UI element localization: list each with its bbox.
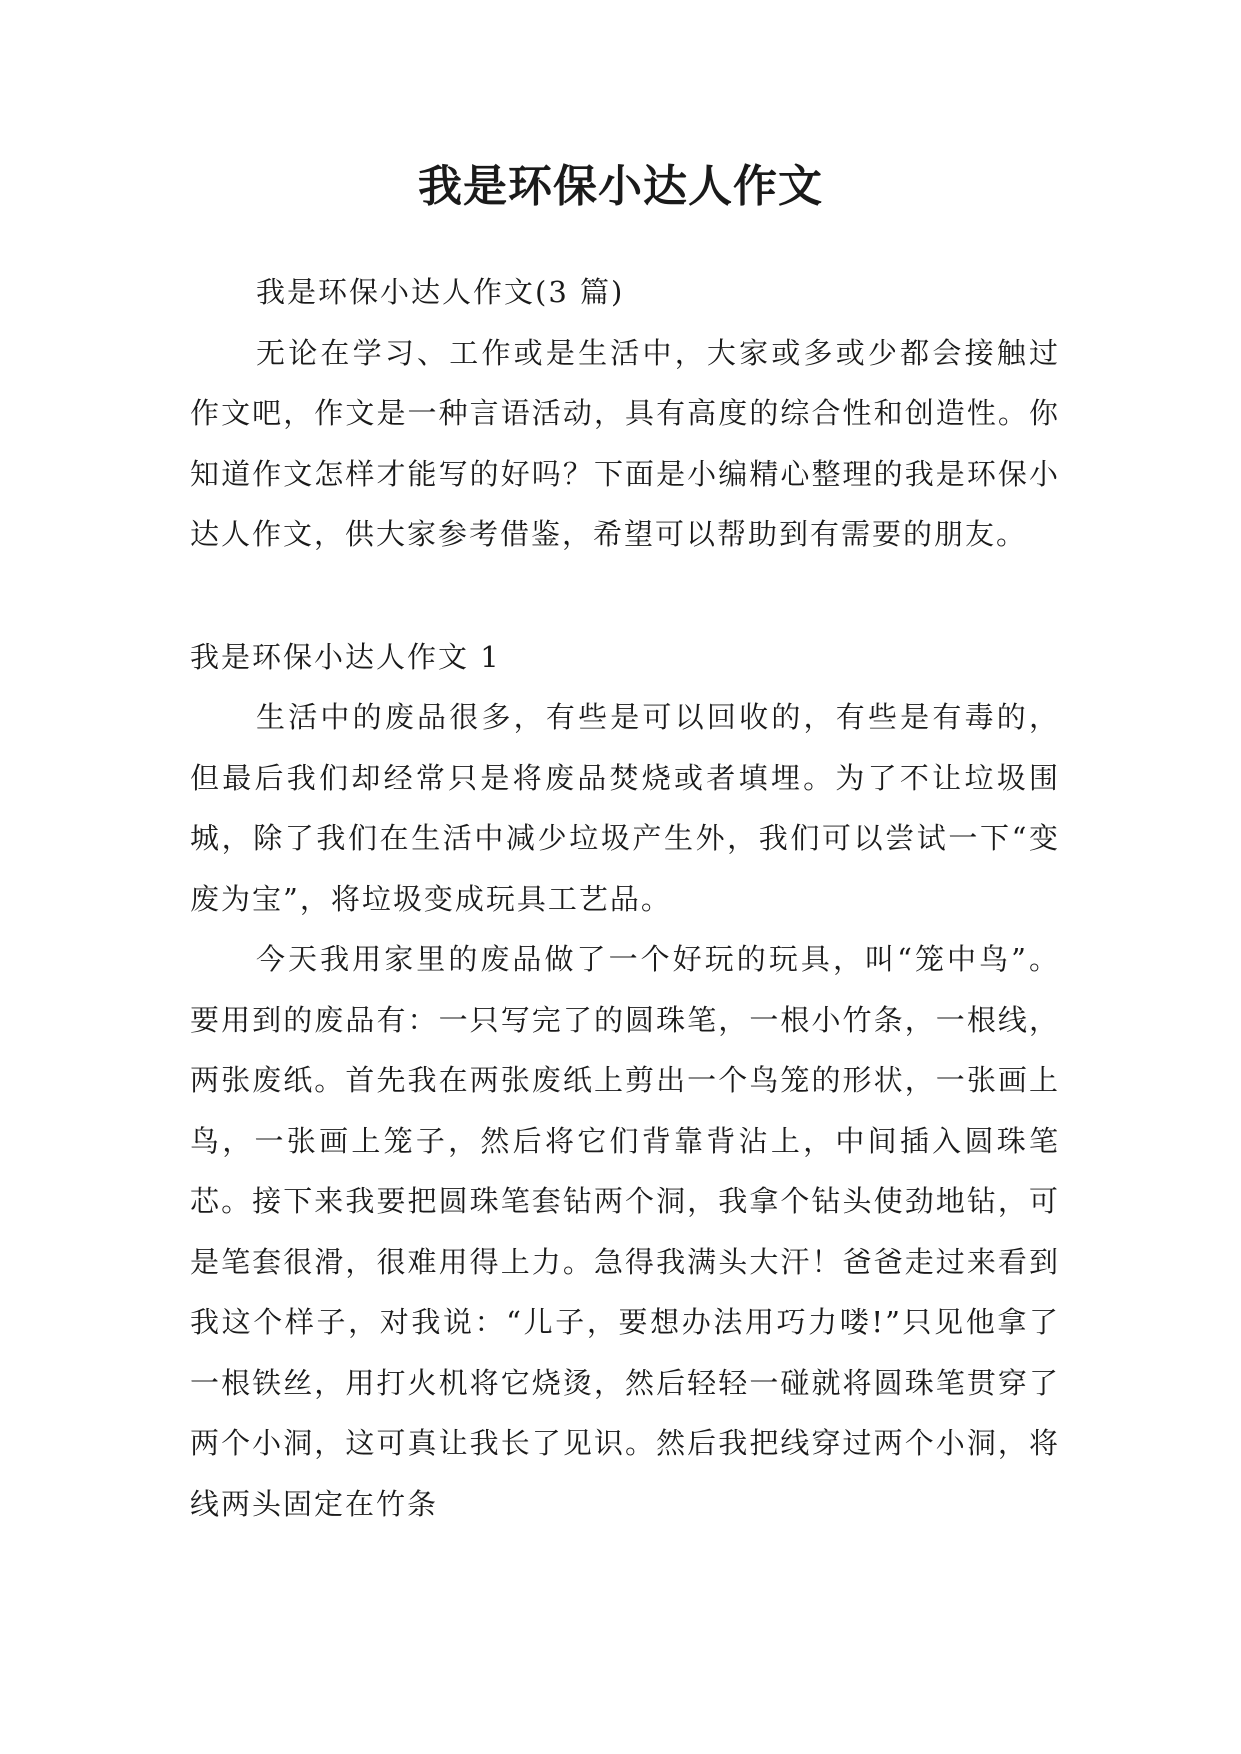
document-title: 我是环保小达人作文 <box>418 161 823 212</box>
essay-paragraph-1: 生活中的废品很多，有些是可以回收的，有些是有毒的，但最后我们却经常只是将废品焚烧或者填埋。为了不让垃圾围城，除了我们在生活中减少垃圾产生外，我们可以尝试一下“变废为宝”，将垃圾变成玩具工艺品。 <box>190 700 1060 916</box>
document-subtitle: 我是环保小达人作文(3 篇) <box>256 275 625 309</box>
section-heading: 我是环保小达人作文 1 <box>190 639 501 674</box>
essay-paragraph-2: 今天我用家里的废品做了一个好玩的玩具，叫“笼中鸟”。要用到的废品有：一只写完了的圆珠笔，一根小竹条，一根线，两张废纸。首先我在两张废纸上剪出一个鸟笼的形状，一张画上鸟，一张画上笼子，然后将它们背靠背沾上，中间插入圆珠笔芯。接下来我要把圆珠笔套钻两个洞，我拿个钻头使劲地钻，可是笔套很滑，很难用得上力。急得我满头大汗！爸爸走过来看到我这个样子，对我说：“儿子，要想办法用巧力喽!”只见他拿了一根铁丝，用打火机将它烧烫，然后轻轻一碰就将圆珠笔贯穿了两个小洞，这可真让我长了见识。然后我把线穿过两个小洞，将线两头固定在竹条 <box>190 942 1060 1521</box>
section-spacer <box>190 565 1060 627</box>
document-body <box>190 262 1060 1534</box>
intro-paragraph: 无论在学习、工作或是生活中，大家或多或少都会接触过作文吧，作文是一种言语活动，具有高度的综合性和创造性。你知道作文怎样才能写的好吗？下面是小编精心整理的我是环保小达人作文，供大家参考借鉴，希望可以帮助到有需要的朋友。 <box>190 335 1060 551</box>
